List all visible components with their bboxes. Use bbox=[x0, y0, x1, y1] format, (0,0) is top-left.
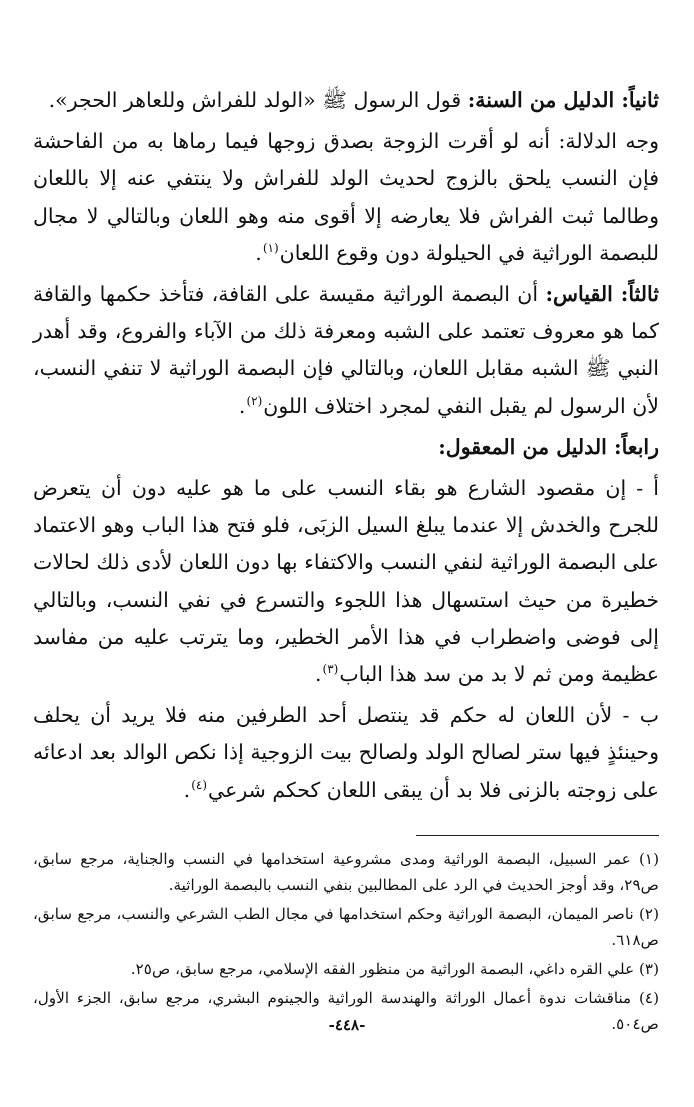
heading-reason: رابعاً: الدليل من المعقول: bbox=[438, 434, 659, 459]
footnotes bbox=[33, 846, 659, 1037]
heading-sunnah: ثانياً: الدليل من السنة: bbox=[467, 88, 659, 112]
heading-qiyas: ثالثاً: القياس: bbox=[545, 282, 659, 307]
paragraph-qiyas bbox=[33, 276, 659, 425]
footnote-1: (١) عمر السبيل، البصمة الوراثية ومدى مشروعية استخدامها في النسب والجناية، مرجع سابق، ص٢٩، وقد أوجز الحديث في الرد على المطالبين بنفي النسب بالبصمة الوراثية. bbox=[33, 849, 659, 894]
paragraph-point-a bbox=[33, 470, 659, 693]
paragraph-point-b bbox=[33, 697, 659, 809]
footnote-ref-2[interactable]: (٢) bbox=[246, 393, 263, 408]
footnote-2: (٢) ناصر الميمان، البصمة الوراثية وحكم استخدامها في مجال الطب الشرعي والنسب، مرجع سابق، ص٦١٨. bbox=[33, 904, 659, 949]
footnote-ref-4[interactable]: (٤) bbox=[191, 777, 208, 792]
paragraph-reason-heading bbox=[33, 429, 659, 466]
paragraph-text: ب - لأن اللعان له حكم قد ينتصل أحد الطرفين منه فلا يريد أن يحلف وحينئذٍ فيها ستر لصالح الولد ولصالح بيت الزوجية إذا نكص الوالد بعد ادعائه على زوجته بالزنى فلا بد أن يبقى اللعان كحكم شرعي bbox=[33, 703, 659, 802]
footnote-ref-3[interactable]: (٣) bbox=[322, 662, 339, 677]
footnote-separator bbox=[33, 835, 659, 836]
paragraph-sunnah bbox=[33, 82, 659, 119]
paragraph-end: . bbox=[255, 240, 262, 265]
paragraph-text: أن البصمة الوراثية مقيسة على القافة، فتأخذ حكمها والقافة كما هو معروف تعتمد على الشبه ومعرفة ذلك من الآباء والفروع، وقد أهدر النبي ﷺ الشبه مقابل اللعان، وبالتالي فإن البصمة الوراثية لا تنفي النسب، لأن الرسول لم يقبل النفي لمجرد اختلاف اللون bbox=[33, 282, 659, 418]
paragraph-evidence bbox=[33, 123, 659, 272]
paragraph-text: وجه الدلالة: أنه لو أقرت الزوجة بصدق زوجها فيما رماها به من الفاحشة فإن النسب يلحق بالزوج لحديث الولد للفراش ولا ينتفي عنه إلا باللعان وطالما ثبت الفراش فلا يعارضه إلا أقوى منه وهو اللعان وبالتالي لا مجال للبصمة الوراثية في الحيلولة دون وقوع اللعان bbox=[33, 129, 659, 265]
footnote-3: (٣) علي القره داغي، البصمة الوراثية من منظور الفقه الإسلامي، مرجع سابق، ص٢٥. bbox=[130, 959, 659, 978]
paragraph-text: قول الرسول ﷺ «الولد للفراش وللعاهر الحجر». bbox=[48, 88, 468, 112]
paragraph-end: . bbox=[238, 393, 246, 418]
paragraph-end: . bbox=[314, 662, 322, 687]
footnote-ref-1[interactable]: (١) bbox=[262, 240, 279, 255]
page-number: -٤٤٨- bbox=[328, 1016, 366, 1034]
footnote-4: (٤) مناقشات ندوة أعمال الوراثة والهندسة الوراثية والجينوم البشري، مرجع سابق، الجزء الأول، ص٥٠٤. bbox=[33, 988, 659, 1033]
paragraph-text: أ - إن مقصود الشارع هو بقاء النسب على ما هو عليه دون أن يتعرض للجرح والخدش إلا عندما يبلغ السيل الزبَى، فلو فتح هذا الباب وهو الاعتماد على البصمة الوراثية لنفي النسب والاكتفاء بها دون اللعان لأدى ذلك لحالات خطيرة من حيث استسهال هذا اللجوء والتسرع في نفي النسب، وبالتالي إلى فوضى واضطراب في هذا الأمر الخطير، وما يترتب عليه من مفاسد عظيمة ومن ثم لا بد من سد هذا الباب bbox=[33, 476, 659, 687]
paragraph-end: . bbox=[183, 777, 191, 802]
